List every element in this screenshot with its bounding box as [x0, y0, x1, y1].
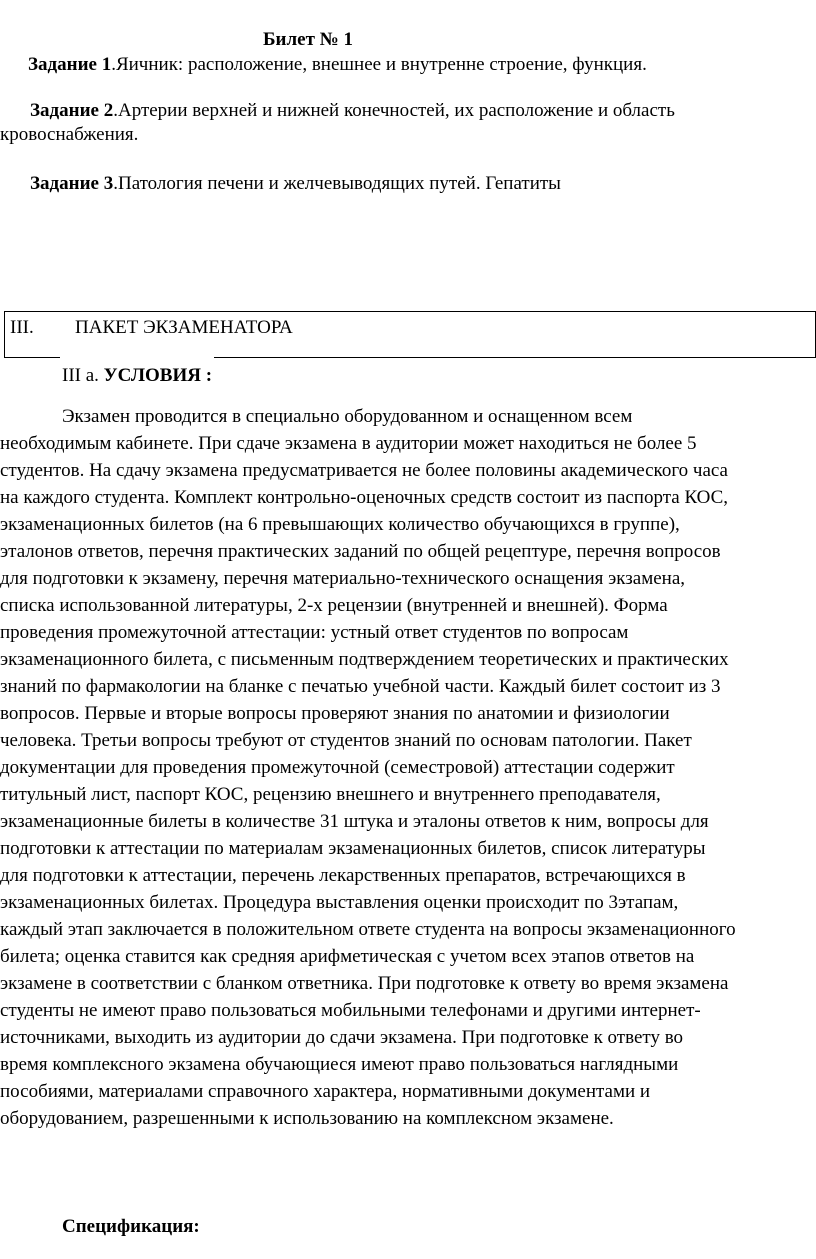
- task-2-text: .Артерии верхней и нижней конечностей, их расположение и область: [113, 100, 675, 121]
- subsection-prefix: III а.: [62, 365, 104, 386]
- text-line: оборудованием, разрешенными к использованию на комплексном экзамене.: [0, 1108, 614, 1129]
- text-line: билета; оценка ставится как средняя арифметическая с учетом всех этапов ответов на: [0, 946, 695, 967]
- task-2-label: Задание 2: [30, 100, 114, 121]
- text-line: для подготовки к аттестации, перечень лекарственных препаратов, встречающихся в: [0, 865, 686, 886]
- section-title: ПАКЕТ ЭКЗАМЕНАТОРА: [75, 317, 293, 338]
- text-line: экзаменационного билета, с письменным подтверждением теоретических и практических: [0, 649, 729, 670]
- text-line: проведения промежуточной аттестации: устный ответ студентов по вопросам: [0, 622, 629, 643]
- text-line: экзаменационных билетах. Процедура выставления оценки происходит по 3этапам,: [0, 892, 679, 913]
- text-line: списка использованной литературы, 2-х рецензии (внутренней и внешней). Форма: [0, 595, 668, 616]
- task-2: [30, 97, 675, 124]
- text-line: человека. Третьи вопросы требуют от студентов знаний по основам патологии. Пакет: [0, 730, 692, 751]
- text-line: источниками, выходить из аудитории до сдачи экзамена. При подготовке к ответу во: [0, 1027, 684, 1048]
- text-line: для подготовки к экзамену, перечня материально-технического оснащения экзамена,: [0, 568, 686, 589]
- text-line: студенты не имеют право пользоваться мобильными телефонами и другими интернет-: [0, 1000, 701, 1021]
- text-line: знаний по фармакологии на бланке с печатью учебной части. Каждый билет состоит из 3: [0, 676, 721, 697]
- section-box-border: [214, 357, 815, 358]
- text-line: необходимым кабинете. При сдаче экзамена в аудитории может находиться не более 5: [0, 433, 697, 454]
- ticket-title: Билет № 1: [263, 29, 354, 50]
- spec-heading: Спецификация:: [62, 1216, 200, 1237]
- task-1-label: Задание 1: [28, 54, 112, 75]
- task-3-label: Задание 3: [30, 173, 114, 194]
- text-line: титульный лист, паспорт КОС, рецензию внешнего и внутреннего преподавателя,: [0, 784, 661, 805]
- text-line: на каждого студента. Комплект контрольно-оценочных средств состоит из паспорта КОС,: [0, 487, 729, 508]
- conditions-text: [0, 403, 816, 1132]
- text-line: Экзамен проводится в специально оборудованном и оснащенном всем: [62, 406, 633, 427]
- task-2-text-cont: кровоснабжения.: [0, 124, 139, 145]
- text-line: вопросов. Первые и вторые вопросы проверяют знания по анатомии и физиологии: [0, 703, 670, 724]
- task-1-text: .Яичник: расположение, внешнее и внутренне строение, функция.: [111, 54, 647, 75]
- text-line: экзаменационных билетов (на 6 превышающих количество обучающихся в группе),: [0, 514, 680, 535]
- task-1: [28, 51, 647, 78]
- section-box-border: [4, 357, 60, 358]
- text-line: пособиями, материалами справочного характера, нормативными документами и: [0, 1081, 651, 1102]
- subsection-title: УСЛОВИЯ :: [103, 365, 213, 386]
- task-3: [30, 170, 561, 197]
- section-number: III.: [10, 317, 34, 338]
- text-line: время комплексного экзамена обучающиеся имеют право пользоваться наглядными: [0, 1054, 679, 1075]
- task-3-text: .Патология печени и желчевыводящих путей. Гепатиты: [113, 173, 561, 194]
- text-line: эталонов ответов, перечня практических заданий по общей рецептуре, перечня вопросов: [0, 541, 721, 562]
- text-line: экзамене в соответствии с бланком ответника. При подготовке к ответу во время экзамена: [0, 973, 729, 994]
- subsection-heading: [62, 362, 212, 389]
- text-line: студентов. На сдачу экзамена предусматривается не более половины академического часа: [0, 460, 728, 481]
- text-line: подготовки к аттестации по материалам экзаменационных билетов, список литературы: [0, 838, 706, 859]
- text-line: документации для проведения промежуточной (семестровой) аттестации содержит: [0, 757, 675, 778]
- text-line: каждый этап заключается в положительном ответе студента на вопросы экзаменационного: [0, 919, 736, 940]
- text-line: экзаменационные билеты в количестве 31 штука и эталоны ответов к ним, вопросы для: [0, 811, 709, 832]
